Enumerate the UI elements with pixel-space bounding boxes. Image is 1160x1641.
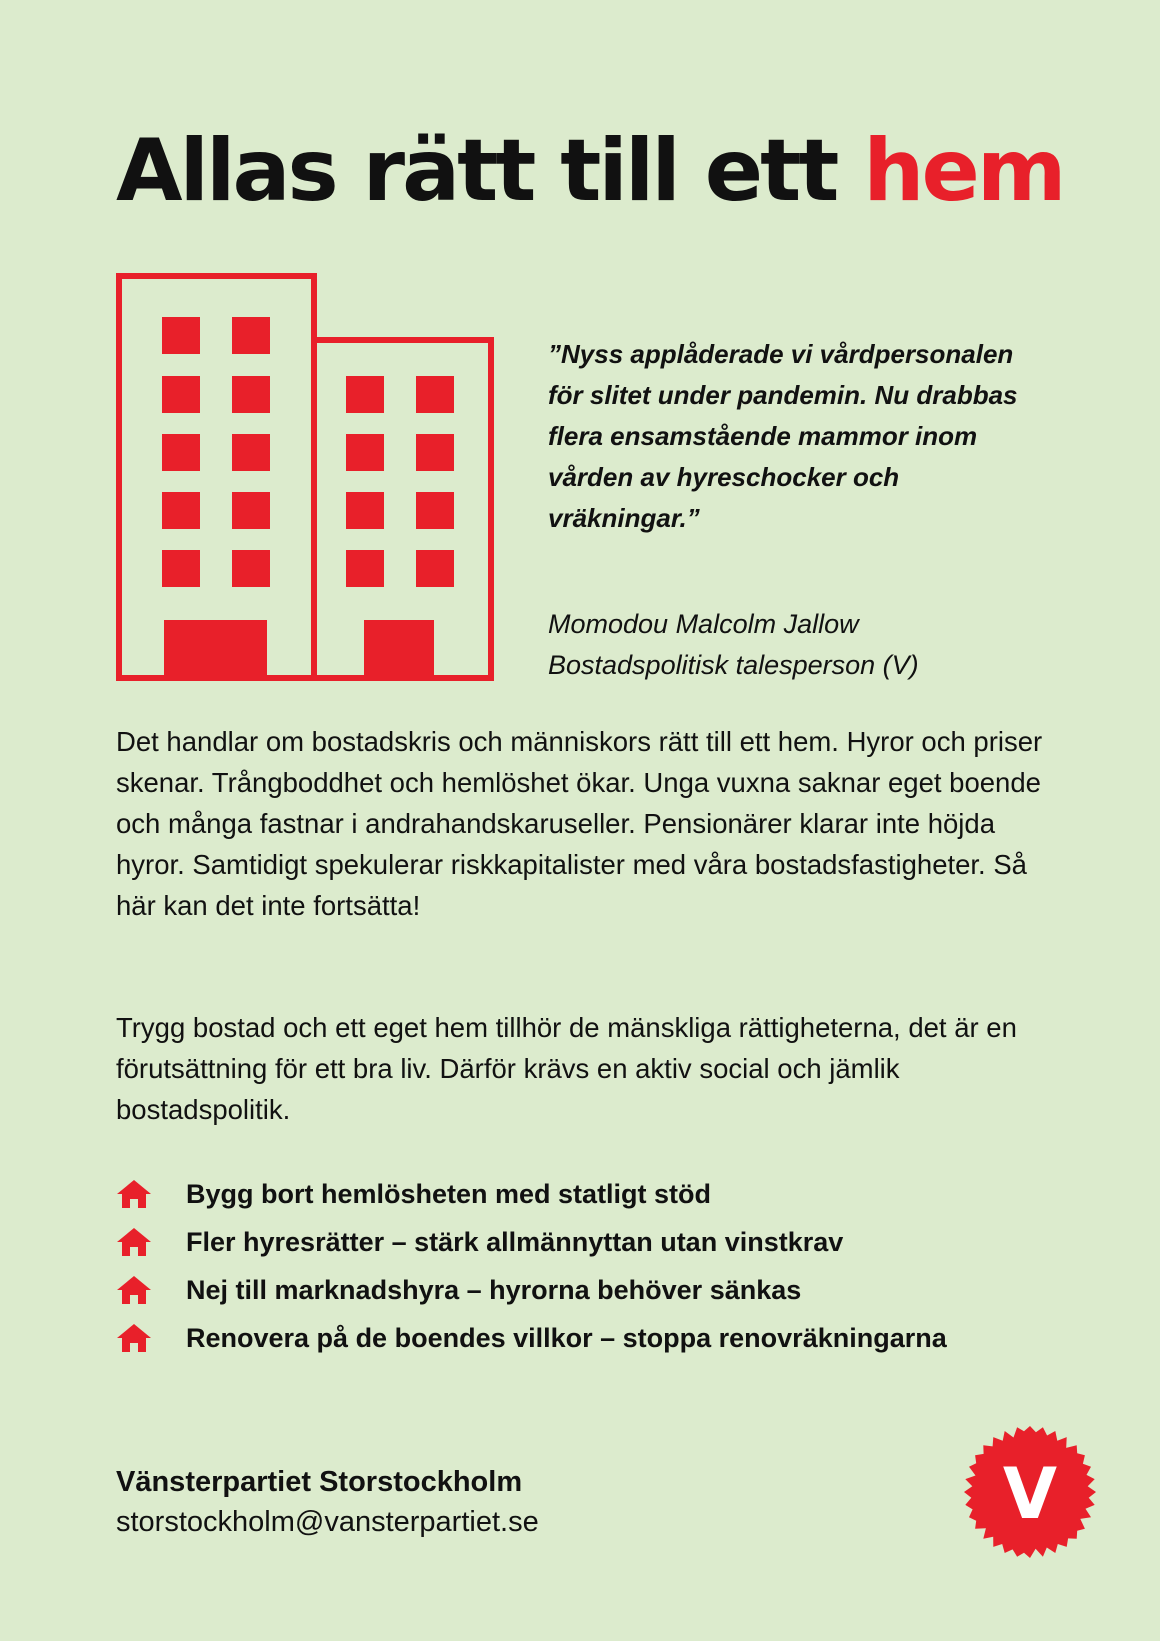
list-item xyxy=(116,1218,1076,1266)
organization-name: Vänsterpartiet Storstockholm xyxy=(116,1466,523,1498)
house-icon xyxy=(116,1275,152,1305)
contact-email: storstockholm@vansterpartiet.se xyxy=(116,1506,539,1538)
demand-text: Fler hyresrätter – stärk allmännyttan utan vinstkrav xyxy=(186,1226,844,1257)
title-accent: hem xyxy=(863,121,1064,221)
house-icon xyxy=(116,1323,152,1353)
list-item xyxy=(116,1170,1076,1218)
apartment-buildings-icon xyxy=(116,273,494,681)
quote-author: Momodou Malcolm Jallow xyxy=(548,609,859,639)
demand-text: Renovera på de boendes villkor – stoppa renovräkningarna xyxy=(186,1322,947,1353)
list-item xyxy=(116,1266,1076,1314)
quote-role: Bostadspolitisk talesperson (V) xyxy=(548,650,919,680)
logo-letter: V xyxy=(1002,1453,1058,1535)
body-paragraph-2: Trygg bostad och ett eget hem tillhör de mänskliga rättigheterna, det är en förutsättning för ett bra liv. Därför krävs en aktiv social och jämlik bostadspolitik. xyxy=(116,1012,1017,1125)
page-title xyxy=(116,121,1064,221)
house-icon xyxy=(116,1179,152,1209)
list-item xyxy=(116,1314,1076,1362)
quote-attribution xyxy=(548,604,1018,686)
quote-text: ”Nyss applåderade vi vårdpersonalen för slitet under pandemin. Nu drabbas flera ensamstående mammor inom vården av hyreschocker och vräkningar.” xyxy=(548,339,1018,533)
body-paragraph-1: Det handlar om bostadskris och människors rätt till ett hem. Hyror och priser skenar. Trångboddhet och hemlöshet ökar. Unga vuxna saknar eget boende och många fastnar i andrahandskaruseller. Pensionärer klarar inte höjda hyror. Samtidigt spekulerar riskkapitalister med våra bostadsfastigheter. Så här kan det inte fortsätta! xyxy=(116,726,1043,921)
party-logo xyxy=(962,1424,1098,1560)
demand-text: Bygg bort hemlösheten med statligt stöd xyxy=(186,1178,712,1209)
house-icon xyxy=(116,1227,152,1257)
demand-text: Nej till marknadshyra – hyrorna behöver sänkas xyxy=(186,1274,802,1305)
demands-list xyxy=(116,1170,1076,1362)
title-main: Allas rätt till ett xyxy=(116,121,864,221)
